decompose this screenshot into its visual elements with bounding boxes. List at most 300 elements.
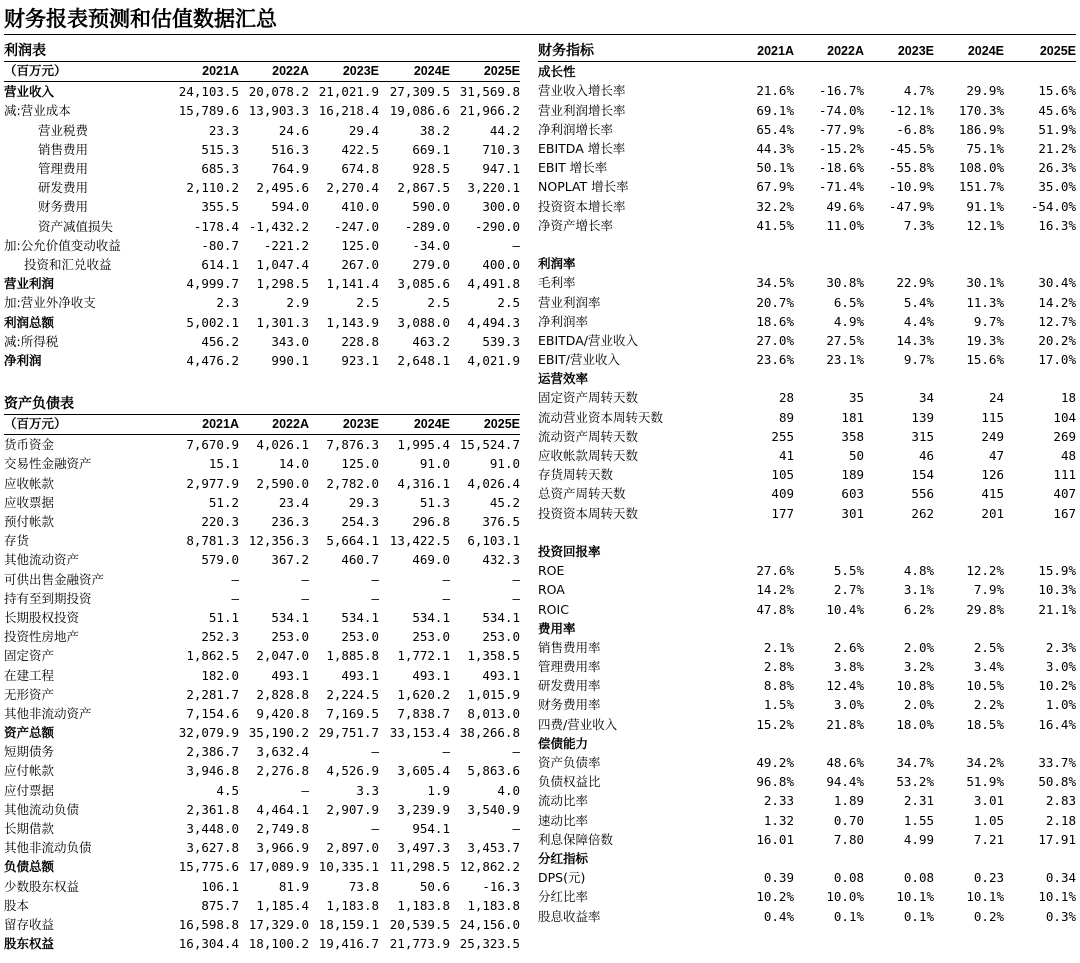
balance-cell-2023E: 19,416.7 [318, 936, 379, 952]
ratios-cell-2022A [794, 254, 864, 273]
balance-row [4, 704, 520, 723]
ratios-cell-2021A: 1.5% [763, 697, 794, 713]
income-cell-2021A: 2.3 [216, 295, 239, 311]
balance-row [4, 665, 520, 684]
balance-cell-2022A: 4,026.1 [256, 437, 309, 453]
ratios-row [538, 599, 1076, 618]
balance-row [4, 915, 520, 934]
ratios-row-label: 成长性 [538, 64, 576, 80]
balance-row-label: 持有至到期投资 [4, 590, 92, 606]
ratios-row-label: 流动比率 [538, 793, 589, 809]
balance-cell-2021A: – [231, 590, 239, 606]
balance-cell-2024E: – [442, 590, 450, 606]
ratios-cell-2023E: -47.9% [888, 198, 934, 214]
income-row [4, 312, 520, 331]
ratios-row-label: 营业利润增长率 [538, 102, 626, 118]
balance-cell-2023E: – [371, 821, 379, 837]
balance-cell-2023E: 5,664.1 [326, 533, 379, 549]
balance-cell-2025E: 1,358.5 [467, 648, 520, 664]
balance-cell-2022A: 14.0 [278, 456, 309, 472]
balance-row [4, 723, 520, 742]
ratios-cell-2022A: 30.8% [826, 275, 864, 291]
ratios-subsection [538, 619, 1076, 638]
ratios-cell-2024E: 18.5% [966, 716, 1004, 732]
ratios-cell-2024E: 10.5% [966, 678, 1004, 694]
ratios-cell-2023E: 556 [911, 486, 934, 502]
income-row-label: 加:营业外净收支 [4, 295, 96, 311]
ratios-cell-2021A: 65.4% [756, 121, 794, 137]
ratios-subsection [538, 542, 1076, 561]
ratios-cell-2024E [934, 62, 1004, 82]
balance-cell-2025E: 493.1 [482, 667, 520, 683]
ratios-cell-2022A: 0.70 [833, 812, 864, 828]
ratios-cell-2024E: 11.3% [966, 294, 1004, 310]
ratios-row-label: 财务费用率 [538, 697, 601, 713]
ratios-row [538, 273, 1076, 292]
ratios-row [538, 120, 1076, 139]
ratios-row-label: 四费/营业收入 [538, 716, 618, 732]
ratios-cell-2022A: 48.6% [826, 755, 864, 771]
balance-cell-2023E: 29,751.7 [318, 725, 379, 741]
ratios-cell-2021A: 41.5% [756, 217, 794, 233]
ratios-cell-2023E [864, 369, 934, 388]
ratios-row [538, 408, 1076, 427]
ratios-cell-2023E: 154 [911, 467, 934, 483]
balance-cell-2024E: 1.9 [427, 782, 450, 798]
ratios-cell-2025E: 17.0% [1038, 352, 1076, 368]
income-cell-2025E: 21,966.2 [459, 103, 520, 119]
balance-row [4, 531, 520, 550]
ratios-cell-2025E: 407 [1053, 486, 1076, 502]
balance-cell-2023E: 3.3 [356, 782, 379, 798]
balance-cell-2024E: 7,838.7 [397, 705, 450, 721]
income-row-label: 加:公允价值变动收益 [4, 237, 121, 253]
balance-cell-2025E: – [512, 571, 520, 587]
ratios-cell-2024E [934, 619, 1004, 638]
balance-row [4, 857, 520, 876]
ratios-cell-2021A [708, 62, 794, 82]
ratios-row [538, 331, 1076, 350]
ratios-cell-2023E: 14.3% [896, 332, 934, 348]
ratios-cell-2025E: 26.3% [1038, 160, 1076, 176]
income-cell-2024E: 928.5 [412, 161, 450, 177]
ratios-cell-2024E: 170.3% [958, 102, 1004, 118]
balance-row-label: 其他非流动资产 [4, 705, 92, 721]
balance-cell-2025E: – [512, 821, 520, 837]
ratios-row-label [538, 523, 708, 542]
balance-row-label: 长期借款 [4, 821, 55, 837]
ratios-row [538, 484, 1076, 503]
balance-cell-2023E: – [371, 590, 379, 606]
income-row-label: 资产减值损失 [38, 218, 114, 234]
income-cell-2025E: 400.0 [482, 256, 520, 272]
income-cell-2021A: 5,002.1 [186, 314, 239, 330]
income-cell-2025E: 4,494.3 [467, 314, 520, 330]
balance-row [4, 685, 520, 704]
ratios-cell-2023E: -45.5% [888, 141, 934, 157]
balance-cell-2025E: 24,156.0 [459, 916, 520, 932]
ratios-cell-2021A [708, 254, 794, 273]
income-cell-2021A: 4,476.2 [186, 352, 239, 368]
income-cell-2024E: 669.1 [412, 141, 450, 157]
ratios-cell-2025E: 3.0% [1045, 659, 1076, 675]
balance-row-label: 固定资产 [4, 648, 55, 664]
income-table [4, 62, 520, 370]
balance-row [4, 761, 520, 780]
balance-cell-2024E: 3,239.9 [397, 801, 450, 817]
income-cell-2022A: -221.2 [263, 237, 309, 253]
ratios-year-2025E: 2025E [1004, 42, 1076, 62]
ratios-row [538, 158, 1076, 177]
ratios-cell-2024E [934, 734, 1004, 753]
ratios-cell-2022A: 0.1% [833, 908, 864, 924]
balance-cell-2024E: – [442, 744, 450, 760]
balance-cell-2022A: 367.2 [271, 552, 309, 568]
income-row-label: 营业收入 [4, 84, 55, 100]
ratios-cell-2022A: -71.4% [818, 179, 864, 195]
ratios-cell-2022A: 3.0% [833, 697, 864, 713]
balance-cell-2025E: 91.0 [489, 456, 520, 472]
income-section-title: 利润表 [4, 42, 520, 62]
ratios-cell-2025E: 48 [1060, 448, 1076, 464]
ratios-cell-2025E: 167 [1053, 505, 1076, 521]
balance-cell-2024E: 534.1 [412, 609, 450, 625]
ratios-cell-2021A: 21.6% [756, 83, 794, 99]
ratios-cell-2022A: 35 [848, 390, 864, 406]
income-row [4, 293, 520, 312]
ratios-row-label: EBIT/营业收入 [538, 352, 621, 368]
income-row [4, 121, 520, 140]
ratios-row-label: 总资产周转天数 [538, 486, 626, 502]
ratios-cell-2021A: 1.32 [763, 812, 794, 828]
ratios-row-label: 偿债能力 [538, 735, 589, 751]
balance-cell-2025E: 3,540.9 [467, 801, 520, 817]
ratios-cell-2023E: -12.1% [888, 102, 934, 118]
ratios-row [538, 906, 1076, 925]
ratios-row [538, 350, 1076, 369]
ratios-cell-2023E [864, 734, 934, 753]
income-cell-2021A: 24,103.5 [178, 84, 239, 100]
ratios-cell-2022A [794, 369, 864, 388]
balance-row-label: 货币资金 [4, 437, 55, 453]
ratios-cell-2023E [864, 619, 934, 638]
ratios-cell-2021A: 28 [778, 390, 794, 406]
balance-row [4, 934, 520, 953]
ratios-cell-2024E: 415 [981, 486, 1004, 502]
balance-cell-2025E: 1,015.9 [467, 686, 520, 702]
balance-cell-2024E: 3,497.3 [397, 840, 450, 856]
income-row-label: 管理费用 [38, 161, 89, 177]
ratios-cell-2024E: 7.9% [973, 582, 1004, 598]
income-row [4, 332, 520, 351]
ratios-row [538, 427, 1076, 446]
income-cell-2025E: 4,021.9 [467, 352, 520, 368]
ratios-cell-2023E: 5.4% [903, 294, 934, 310]
ratios-cell-2023E: 139 [911, 409, 934, 425]
ratios-row-label: 净利润增长率 [538, 121, 614, 137]
ratios-cell-2025E: 2.3% [1045, 639, 1076, 655]
ratios-year-2023E: 2023E [864, 42, 934, 62]
income-year-2022A: 2022A [239, 62, 309, 82]
balance-cell-2025E: 8,013.0 [467, 705, 520, 721]
income-cell-2022A: 20,078.2 [248, 84, 309, 100]
ratios-cell-2025E: 10.2% [1038, 678, 1076, 694]
ratios-cell-2023E: 7.3% [903, 217, 934, 233]
balance-cell-2023E: 7,876.3 [326, 437, 379, 453]
ratios-cell-2025E: 15.6% [1038, 83, 1076, 99]
ratios-cell-2024E: 201 [981, 505, 1004, 521]
ratios-cell-2022A: 0.08 [833, 870, 864, 886]
ratios-cell-2024E: 3.01 [973, 793, 1004, 809]
ratios-cell-2023E: 34 [918, 390, 934, 406]
balance-row [4, 838, 520, 857]
income-cell-2024E: 2,648.1 [397, 352, 450, 368]
balance-row-label: 其他非流动负债 [4, 840, 92, 856]
income-cell-2023E: 21,021.9 [318, 84, 379, 100]
balance-cell-2025E: 3,453.7 [467, 840, 520, 856]
balance-cell-2023E: 2,782.0 [326, 475, 379, 491]
income-row [4, 274, 520, 293]
income-row-label: 研发费用 [38, 180, 89, 196]
balance-cell-2022A: 4,464.1 [256, 801, 309, 817]
income-cell-2023E: 29.4 [348, 122, 379, 138]
ratios-cell-2024E [934, 254, 1004, 273]
balance-row-label: 应付帐款 [4, 763, 55, 779]
ratios-row [538, 504, 1076, 523]
ratios-cell-2023E: 0.1% [903, 908, 934, 924]
ratios-row [538, 580, 1076, 599]
ratios-cell-2024E: 2.2% [973, 697, 1004, 713]
income-row [4, 351, 520, 370]
ratios-cell-2021A: 47.8% [756, 601, 794, 617]
income-cell-2024E: 38.2 [419, 122, 450, 138]
income-year-2021A: 2021A [154, 62, 239, 82]
income-year-2025E: 2025E [450, 62, 520, 82]
income-cell-2021A: -178.4 [193, 218, 239, 234]
ratios-cell-2025E [1004, 523, 1076, 542]
ratios-row [538, 523, 1076, 542]
ratios-row [538, 561, 1076, 580]
ratios-table [538, 42, 1076, 926]
balance-row [4, 608, 520, 627]
ratios-cell-2022A [794, 619, 864, 638]
balance-cell-2022A: 23.4 [278, 494, 309, 510]
balance-row [4, 589, 520, 608]
income-row [4, 101, 520, 120]
ratios-cell-2024E: 108.0% [958, 160, 1004, 176]
balance-year-2024E: 2024E [379, 415, 450, 435]
balance-cell-2023E: 460.7 [341, 552, 379, 568]
income-cell-2022A: 24.6 [278, 122, 309, 138]
ratios-row-label: EBIT 增长率 [538, 160, 608, 176]
balance-cell-2021A: 4.5 [216, 782, 239, 798]
balance-cell-2022A: 2,749.8 [256, 821, 309, 837]
ratios-cell-2021A [708, 734, 794, 753]
ratios-cell-2023E: -10.9% [888, 179, 934, 195]
income-row-label: 利润总额 [4, 314, 55, 330]
ratios-cell-2021A: 0.39 [763, 870, 794, 886]
ratios-cell-2022A: 11.0% [826, 217, 864, 233]
ratios-row [538, 753, 1076, 772]
income-cell-2024E: 3,088.0 [397, 314, 450, 330]
balance-cell-2024E: – [442, 571, 450, 587]
income-cell-2021A: 23.3 [208, 122, 239, 138]
ratios-cell-2021A: 23.6% [756, 352, 794, 368]
balance-cell-2023E: 7,169.5 [326, 705, 379, 721]
balance-row [4, 493, 520, 512]
balance-cell-2023E: 534.1 [341, 609, 379, 625]
balance-cell-2025E: – [512, 590, 520, 606]
balance-cell-2024E: 1,183.8 [397, 897, 450, 913]
income-cell-2021A: 456.2 [201, 333, 239, 349]
income-cell-2021A: 15,789.6 [178, 103, 239, 119]
balance-cell-2021A: 182.0 [201, 667, 239, 683]
balance-cell-2021A: 2,361.8 [186, 801, 239, 817]
balance-cell-2022A: 493.1 [271, 667, 309, 683]
ratios-cell-2022A: -16.7% [818, 83, 864, 99]
ratios-cell-2024E: 2.5% [973, 639, 1004, 655]
ratios-cell-2025E: 1.0% [1045, 697, 1076, 713]
income-cell-2024E: 2,867.5 [397, 180, 450, 196]
income-cell-2022A: 1,301.3 [256, 314, 309, 330]
ratios-cell-2021A [708, 235, 794, 254]
ratios-cell-2022A [794, 62, 864, 82]
financial-ratios [538, 42, 1076, 926]
balance-row [4, 781, 520, 800]
balance-cell-2025E: 4.0 [497, 782, 520, 798]
income-cell-2022A: 2.9 [286, 295, 309, 311]
balance-cell-2024E: 13,422.5 [389, 533, 450, 549]
balance-row-label: 股本 [4, 897, 30, 913]
balance-year-2021A: 2021A [154, 415, 239, 435]
ratios-cell-2021A: 255 [771, 428, 794, 444]
ratios-cell-2025E: 0.34 [1045, 870, 1076, 886]
balance-row-label: 应收帐款 [4, 475, 55, 491]
ratios-cell-2021A: 105 [771, 467, 794, 483]
income-cell-2022A: 516.3 [271, 141, 309, 157]
balance-cell-2024E: 4,316.1 [397, 475, 450, 491]
ratios-cell-2025E [1004, 849, 1076, 868]
balance-row [4, 454, 520, 473]
ratios-cell-2024E [934, 542, 1004, 561]
ratios-row-label: 流动营业资本周转天数 [538, 409, 664, 425]
income-cell-2024E: 590.0 [412, 199, 450, 215]
ratios-cell-2025E [1004, 62, 1076, 82]
ratios-row [538, 772, 1076, 791]
balance-cell-2025E: 4,026.4 [467, 475, 520, 491]
balance-cell-2022A: – [301, 590, 309, 606]
ratios-row [538, 139, 1076, 158]
balance-cell-2022A: 2,047.0 [256, 648, 309, 664]
ratios-row-label: 销售费用率 [538, 639, 601, 655]
balance-row [4, 877, 520, 896]
ratios-cell-2025E: 10.3% [1038, 582, 1076, 598]
ratios-row-label: DPS(元) [538, 870, 586, 886]
income-cell-2025E: 44.2 [489, 122, 520, 138]
income-row [4, 140, 520, 159]
balance-cell-2021A: 2,386.7 [186, 744, 239, 760]
income-row [4, 217, 520, 236]
ratios-cell-2024E: 151.7% [958, 179, 1004, 195]
balance-cell-2021A: 16,598.8 [178, 916, 239, 932]
ratios-row [538, 177, 1076, 196]
balance-cell-2022A: 236.3 [271, 514, 309, 530]
balance-cell-2022A: 1,185.4 [256, 897, 309, 913]
balance-cell-2023E: 254.3 [341, 514, 379, 530]
ratios-cell-2024E: 1.05 [973, 812, 1004, 828]
ratios-cell-2025E: 14.2% [1038, 294, 1076, 310]
income-row-label: 减:所得税 [4, 333, 59, 349]
ratios-cell-2021A: 14.2% [756, 582, 794, 598]
ratios-cell-2023E: 1.55 [903, 812, 934, 828]
ratios-cell-2022A: 21.8% [826, 716, 864, 732]
income-cell-2022A: 13,903.3 [248, 103, 309, 119]
ratios-row [538, 791, 1076, 810]
balance-cell-2023E: 125.0 [341, 456, 379, 472]
income-cell-2024E: 19,086.6 [389, 103, 450, 119]
ratios-cell-2021A: 10.2% [756, 889, 794, 905]
balance-cell-2024E: 1,772.1 [397, 648, 450, 664]
ratios-cell-2022A [794, 542, 864, 561]
income-cell-2021A: 4,999.7 [186, 276, 239, 292]
ratios-cell-2022A: -74.0% [818, 102, 864, 118]
income-cell-2022A: 1,298.5 [256, 276, 309, 292]
ratios-row [538, 811, 1076, 830]
balance-cell-2023E: 2,224.5 [326, 686, 379, 702]
balance-cell-2021A: 3,448.0 [186, 821, 239, 837]
ratios-row [538, 715, 1076, 734]
income-cell-2021A: 355.5 [201, 199, 239, 215]
balance-cell-2021A: 2,977.9 [186, 475, 239, 491]
ratios-cell-2021A [708, 523, 794, 542]
ratios-cell-2023E [864, 62, 934, 82]
ratios-row-label: 分红指标 [538, 850, 589, 866]
balance-cell-2024E: 11,298.5 [389, 859, 450, 875]
balance-cell-2022A: 9,420.8 [256, 705, 309, 721]
balance-cell-2023E: 10,335.1 [318, 859, 379, 875]
ratios-cell-2024E: 15.6% [966, 352, 1004, 368]
income-cell-2025E: 2.5 [497, 295, 520, 311]
income-cell-2023E: 125.0 [341, 237, 379, 253]
income-cell-2023E: 923.1 [341, 352, 379, 368]
income-cell-2024E: 2.5 [427, 295, 450, 311]
ratios-cell-2024E: 0.23 [973, 870, 1004, 886]
balance-row-label: 资产总额 [4, 725, 55, 741]
ratios-row-label: NOPLAT 增长率 [538, 179, 629, 195]
ratios-cell-2023E: 262 [911, 505, 934, 521]
ratios-cell-2025E: 17.91 [1038, 831, 1076, 847]
ratios-cell-2022A: 3.8% [833, 659, 864, 675]
ratios-cell-2025E: 21.1% [1038, 601, 1076, 617]
income-row [4, 197, 520, 216]
balance-cell-2025E: 534.1 [482, 609, 520, 625]
income-cell-2024E: 279.0 [412, 256, 450, 272]
ratios-cell-2021A: 18.6% [756, 313, 794, 329]
ratios-cell-2021A: 96.8% [756, 774, 794, 790]
ratios-row-label: 研发费用率 [538, 678, 601, 694]
ratios-cell-2023E: 4.4% [903, 313, 934, 329]
ratios-row [538, 312, 1076, 331]
income-cell-2024E: -34.0 [412, 237, 450, 253]
ratios-cell-2025E: 111 [1053, 467, 1076, 483]
balance-cell-2023E: 493.1 [341, 667, 379, 683]
balance-cell-2021A: 1,862.5 [186, 648, 239, 664]
balance-row-label: 应付票据 [4, 782, 55, 798]
ratios-cell-2025E: 18 [1060, 390, 1076, 406]
ratios-row [538, 695, 1076, 714]
balance-cell-2024E: 296.8 [412, 514, 450, 530]
income-cell-2022A: 594.0 [271, 199, 309, 215]
